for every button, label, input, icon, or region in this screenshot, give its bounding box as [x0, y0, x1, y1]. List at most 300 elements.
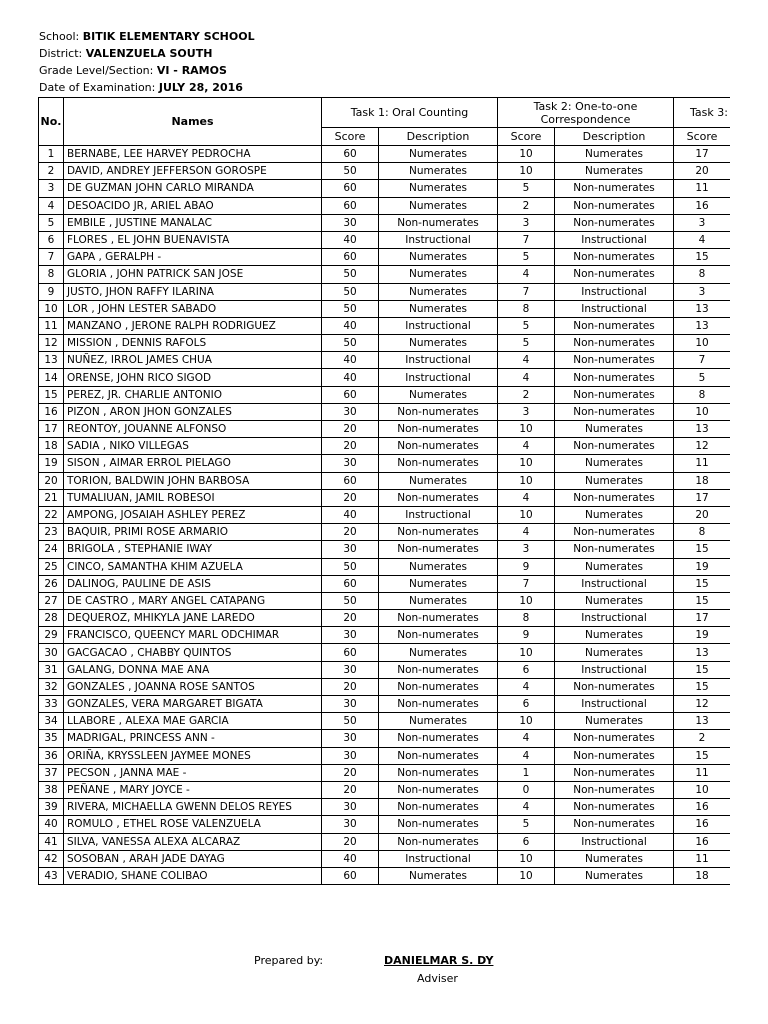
task3-score-header: Score	[674, 128, 731, 146]
task1-score: 20	[322, 610, 379, 627]
task3-header: Task 3:	[674, 98, 731, 128]
grade-label: Grade Level/Section:	[39, 64, 154, 77]
task3-score: 17	[674, 489, 731, 506]
task1-description: Numerates	[379, 163, 498, 180]
row-number: 37	[39, 764, 64, 781]
student-name: PEREZ, JR. CHARLIE ANTONIO	[64, 386, 322, 403]
task1-description: Non-numerates	[379, 678, 498, 695]
task1-score: 60	[322, 472, 379, 489]
task2-description: Non-numerates	[555, 730, 674, 747]
school-line	[39, 28, 255, 45]
row-number: 38	[39, 781, 64, 798]
table-row	[39, 317, 731, 334]
task3-score: 13	[674, 317, 731, 334]
task2-description: Non-numerates	[555, 541, 674, 558]
task2-score: 9	[498, 558, 555, 575]
task1-description: Numerates	[379, 283, 498, 300]
task2-description: Non-numerates	[555, 764, 674, 781]
task1-score: 40	[322, 850, 379, 867]
student-name: RIVERA, MICHAELLA GWENN DELOS REYES	[64, 799, 322, 816]
task3-score: 2	[674, 730, 731, 747]
student-name: VERADIO, SHANE COLIBAO	[64, 867, 322, 884]
task3-score: 15	[674, 541, 731, 558]
task1-score: 20	[322, 438, 379, 455]
task2-score: 10	[498, 867, 555, 884]
task3-score: 5	[674, 369, 731, 386]
table-row	[39, 489, 731, 506]
task1-score: 20	[322, 678, 379, 695]
task1-description: Numerates	[379, 146, 498, 163]
student-name: FRANCISCO, QUEENCY MARL ODCHIMAR	[64, 627, 322, 644]
task3-score: 4	[674, 231, 731, 248]
task3-score: 15	[674, 249, 731, 266]
task3-score: 17	[674, 610, 731, 627]
task2-score: 4	[498, 524, 555, 541]
task2-score: 4	[498, 730, 555, 747]
task1-description: Non-numerates	[379, 489, 498, 506]
task1-score: 20	[322, 833, 379, 850]
task2-description: Non-numerates	[555, 352, 674, 369]
task2-score: 10	[498, 163, 555, 180]
task2-description: Non-numerates	[555, 180, 674, 197]
row-number: 32	[39, 678, 64, 695]
row-number: 29	[39, 627, 64, 644]
row-number: 20	[39, 472, 64, 489]
row-number: 42	[39, 850, 64, 867]
table-row	[39, 867, 731, 884]
task2-header: Task 2: One-to-one Correspondence	[498, 98, 674, 128]
student-name: BERNABE, LEE HARVEY PEDROCHA	[64, 146, 322, 163]
table-row	[39, 541, 731, 558]
student-name: DESOACIDO JR, ARIEL ABAO	[64, 197, 322, 214]
table-row	[39, 283, 731, 300]
table-row	[39, 833, 731, 850]
task3-score: 7	[674, 352, 731, 369]
task2-description-header: Description	[555, 128, 674, 146]
task1-description: Numerates	[379, 472, 498, 489]
task1-score: 30	[322, 799, 379, 816]
col-no-header: No.	[39, 98, 64, 146]
row-number: 2	[39, 163, 64, 180]
task1-description: Numerates	[379, 335, 498, 352]
row-number: 26	[39, 575, 64, 592]
row-number: 25	[39, 558, 64, 575]
task1-description: Numerates	[379, 266, 498, 283]
task2-description: Non-numerates	[555, 747, 674, 764]
district-line	[39, 45, 255, 62]
task3-score: 11	[674, 180, 731, 197]
task2-description: Numerates	[555, 558, 674, 575]
task2-description: Numerates	[555, 506, 674, 523]
task2-description: Non-numerates	[555, 678, 674, 695]
row-number: 18	[39, 438, 64, 455]
task2-score: 8	[498, 300, 555, 317]
task1-score: 50	[322, 335, 379, 352]
task1-description: Numerates	[379, 386, 498, 403]
table-row	[39, 627, 731, 644]
task1-description: Instructional	[379, 369, 498, 386]
task1-score: 60	[322, 867, 379, 884]
task1-score: 30	[322, 730, 379, 747]
task2-score: 4	[498, 352, 555, 369]
table-row	[39, 335, 731, 352]
task1-description: Numerates	[379, 180, 498, 197]
student-name: GALANG, DONNA MAE ANA	[64, 661, 322, 678]
student-name: GAPA , GERALPH -	[64, 249, 322, 266]
task1-score: 40	[322, 231, 379, 248]
task1-description: Non-numerates	[379, 610, 498, 627]
task2-score: 4	[498, 747, 555, 764]
table-row	[39, 524, 731, 541]
row-number: 33	[39, 696, 64, 713]
table-row	[39, 386, 731, 403]
table-row	[39, 369, 731, 386]
task1-score: 60	[322, 180, 379, 197]
task3-score: 13	[674, 421, 731, 438]
task1-description: Non-numerates	[379, 799, 498, 816]
task2-description: Numerates	[555, 163, 674, 180]
student-name: SOSOBAN , ARAH JADE DAYAG	[64, 850, 322, 867]
task2-score: 5	[498, 335, 555, 352]
task3-score: 17	[674, 146, 731, 163]
task3-score: 12	[674, 696, 731, 713]
task2-description: Non-numerates	[555, 403, 674, 420]
task1-description: Non-numerates	[379, 541, 498, 558]
table-row	[39, 231, 731, 248]
task1-score: 50	[322, 558, 379, 575]
task3-score: 19	[674, 558, 731, 575]
task1-score: 60	[322, 197, 379, 214]
task2-score: 7	[498, 283, 555, 300]
student-name: EMBILE , JUSTINE MANALAC	[64, 214, 322, 231]
table-row	[39, 421, 731, 438]
grade-line	[39, 62, 255, 79]
task2-description: Instructional	[555, 610, 674, 627]
task1-score: 20	[322, 489, 379, 506]
task3-score: 16	[674, 833, 731, 850]
table-row	[39, 558, 731, 575]
table-row	[39, 180, 731, 197]
task3-score: 18	[674, 867, 731, 884]
task2-score: 3	[498, 403, 555, 420]
task1-description: Non-numerates	[379, 627, 498, 644]
task2-score: 5	[498, 249, 555, 266]
task3-score: 15	[674, 747, 731, 764]
task1-description: Numerates	[379, 713, 498, 730]
task1-description: Numerates	[379, 558, 498, 575]
task1-score: 30	[322, 747, 379, 764]
task3-score: 11	[674, 455, 731, 472]
task2-description: Instructional	[555, 696, 674, 713]
results-table	[38, 97, 730, 885]
report-header	[39, 28, 255, 96]
table-row	[39, 644, 731, 661]
task1-description: Non-numerates	[379, 816, 498, 833]
task3-score: 13	[674, 300, 731, 317]
task2-score: 9	[498, 627, 555, 644]
table-row	[39, 438, 731, 455]
task3-score: 11	[674, 764, 731, 781]
task1-score: 30	[322, 455, 379, 472]
student-name: SISON , AIMAR ERROL PIELAGO	[64, 455, 322, 472]
task2-description: Instructional	[555, 833, 674, 850]
row-number: 6	[39, 231, 64, 248]
task1-score: 50	[322, 283, 379, 300]
task3-score: 15	[674, 678, 731, 695]
row-number: 12	[39, 335, 64, 352]
task2-score: 4	[498, 678, 555, 695]
student-name: AMPONG, JOSAIAH ASHLEY PEREZ	[64, 506, 322, 523]
task2-score: 10	[498, 506, 555, 523]
row-number: 9	[39, 283, 64, 300]
task1-score: 20	[322, 781, 379, 798]
task2-score: 7	[498, 575, 555, 592]
task1-description: Non-numerates	[379, 764, 498, 781]
task1-score: 30	[322, 403, 379, 420]
student-name: LOR , JOHN LESTER SABADO	[64, 300, 322, 317]
row-number: 24	[39, 541, 64, 558]
task1-score: 40	[322, 506, 379, 523]
task1-description: Non-numerates	[379, 747, 498, 764]
task3-score: 12	[674, 438, 731, 455]
row-number: 39	[39, 799, 64, 816]
task1-score: 30	[322, 816, 379, 833]
date-value: JULY 28, 2016	[158, 81, 243, 94]
table-row	[39, 678, 731, 695]
task2-score: 4	[498, 266, 555, 283]
task2-description: Numerates	[555, 713, 674, 730]
task2-description: Non-numerates	[555, 214, 674, 231]
student-name: ORIÑA, KRYSSLEEN JAYMEE MONES	[64, 747, 322, 764]
row-number: 5	[39, 214, 64, 231]
task2-description: Non-numerates	[555, 524, 674, 541]
student-name: MISSION , DENNIS RAFOLS	[64, 335, 322, 352]
row-number: 7	[39, 249, 64, 266]
task1-description: Non-numerates	[379, 403, 498, 420]
task2-score: 6	[498, 833, 555, 850]
task3-score: 15	[674, 661, 731, 678]
task1-score: 60	[322, 386, 379, 403]
task1-description: Numerates	[379, 867, 498, 884]
col-names-header: Names	[64, 98, 322, 146]
task3-score: 11	[674, 850, 731, 867]
task2-description: Numerates	[555, 146, 674, 163]
task2-description: Non-numerates	[555, 369, 674, 386]
task2-score: 4	[498, 489, 555, 506]
task2-score: 10	[498, 146, 555, 163]
task2-score: 7	[498, 231, 555, 248]
task1-description: Numerates	[379, 644, 498, 661]
student-name: SILVA, VANESSA ALEXA ALCARAZ	[64, 833, 322, 850]
task1-score: 60	[322, 249, 379, 266]
row-number: 22	[39, 506, 64, 523]
task2-description: Non-numerates	[555, 489, 674, 506]
row-number: 31	[39, 661, 64, 678]
grade-value: VI - RAMOS	[156, 64, 227, 77]
task2-description: Non-numerates	[555, 335, 674, 352]
task1-description: Non-numerates	[379, 781, 498, 798]
table-row	[39, 403, 731, 420]
task2-description: Instructional	[555, 283, 674, 300]
task2-score: 2	[498, 197, 555, 214]
student-name: FLORES , EL JOHN BUENAVISTA	[64, 231, 322, 248]
task1-score: 30	[322, 696, 379, 713]
task1-description: Numerates	[379, 592, 498, 609]
task3-score: 16	[674, 197, 731, 214]
student-name: PIZON , ARON JHON GONZALES	[64, 403, 322, 420]
row-number: 35	[39, 730, 64, 747]
table-row	[39, 455, 731, 472]
task1-score-header: Score	[322, 128, 379, 146]
table-row	[39, 661, 731, 678]
task2-score: 5	[498, 180, 555, 197]
task1-description: Non-numerates	[379, 421, 498, 438]
student-name: PEÑANE , MARY JOYCE -	[64, 781, 322, 798]
adviser-title: Adviser	[417, 972, 458, 985]
task2-description: Numerates	[555, 627, 674, 644]
task2-score: 10	[498, 592, 555, 609]
table-row	[39, 730, 731, 747]
task2-score: 10	[498, 713, 555, 730]
task1-score: 30	[322, 661, 379, 678]
row-number: 10	[39, 300, 64, 317]
student-name: ROMULO , ETHEL ROSE VALENZUELA	[64, 816, 322, 833]
task2-description: Non-numerates	[555, 266, 674, 283]
adviser-name: DANIELMAR S. DY	[384, 954, 494, 967]
task3-score: 3	[674, 283, 731, 300]
task1-description: Instructional	[379, 506, 498, 523]
table-row	[39, 352, 731, 369]
task2-score: 1	[498, 764, 555, 781]
task2-score: 0	[498, 781, 555, 798]
table-row	[39, 816, 731, 833]
task3-score: 18	[674, 472, 731, 489]
table-row	[39, 799, 731, 816]
task2-score: 8	[498, 610, 555, 627]
task2-description: Non-numerates	[555, 799, 674, 816]
task2-score: 10	[498, 644, 555, 661]
task2-description: Instructional	[555, 300, 674, 317]
task3-score: 8	[674, 524, 731, 541]
task1-score: 50	[322, 713, 379, 730]
task2-description: Non-numerates	[555, 317, 674, 334]
student-name: NUÑEZ, IRROL JAMES CHUA	[64, 352, 322, 369]
task2-score: 10	[498, 455, 555, 472]
task2-description: Instructional	[555, 231, 674, 248]
row-number: 34	[39, 713, 64, 730]
row-number: 14	[39, 369, 64, 386]
row-number: 23	[39, 524, 64, 541]
task2-score: 6	[498, 661, 555, 678]
school-label: School:	[39, 30, 80, 43]
task3-score: 13	[674, 713, 731, 730]
task2-description: Non-numerates	[555, 438, 674, 455]
student-name: BAQUIR, PRIMI ROSE ARMARIO	[64, 524, 322, 541]
row-number: 40	[39, 816, 64, 833]
task1-description: Non-numerates	[379, 696, 498, 713]
task3-score: 10	[674, 335, 731, 352]
task3-score: 20	[674, 163, 731, 180]
task1-score: 20	[322, 524, 379, 541]
student-name: GONZALES, VERA MARGARET BIGATA	[64, 696, 322, 713]
student-name: DALINOG, PAULINE DE ASIS	[64, 575, 322, 592]
student-name: MADRIGAL, PRINCESS ANN -	[64, 730, 322, 747]
task1-description: Non-numerates	[379, 730, 498, 747]
task1-score: 50	[322, 163, 379, 180]
task3-score: 3	[674, 214, 731, 231]
task1-description: Instructional	[379, 231, 498, 248]
row-number: 8	[39, 266, 64, 283]
task2-score: 4	[498, 438, 555, 455]
task1-score: 50	[322, 592, 379, 609]
task2-description: Numerates	[555, 644, 674, 661]
task2-description: Instructional	[555, 575, 674, 592]
task1-score: 50	[322, 300, 379, 317]
task1-score: 40	[322, 352, 379, 369]
table-row	[39, 610, 731, 627]
student-name: GACGACAO , CHABBY QUINTOS	[64, 644, 322, 661]
table-row	[39, 249, 731, 266]
task2-score: 4	[498, 369, 555, 386]
task1-description: Non-numerates	[379, 438, 498, 455]
student-name: CINCO, SAMANTHA KHIM AZUELA	[64, 558, 322, 575]
task1-description: Non-numerates	[379, 661, 498, 678]
task3-score: 13	[674, 644, 731, 661]
task2-description: Non-numerates	[555, 197, 674, 214]
student-name: DE CASTRO , MARY ANGEL CATAPANG	[64, 592, 322, 609]
task1-description: Non-numerates	[379, 833, 498, 850]
prepared-by-label: Prepared by:	[254, 954, 324, 967]
task1-score: 40	[322, 369, 379, 386]
row-number: 3	[39, 180, 64, 197]
task2-description: Non-numerates	[555, 781, 674, 798]
task2-score: 10	[498, 850, 555, 867]
task1-score: 30	[322, 214, 379, 231]
task2-score: 5	[498, 816, 555, 833]
row-number: 43	[39, 867, 64, 884]
task3-score: 8	[674, 386, 731, 403]
student-name: DAVID, ANDREY JEFFERSON GOROSPE	[64, 163, 322, 180]
table-row	[39, 472, 731, 489]
row-number: 1	[39, 146, 64, 163]
task3-score: 10	[674, 781, 731, 798]
task2-description: Numerates	[555, 867, 674, 884]
task2-description: Non-numerates	[555, 249, 674, 266]
task1-score: 30	[322, 541, 379, 558]
task2-score: 10	[498, 421, 555, 438]
task2-score-header: Score	[498, 128, 555, 146]
task1-description: Instructional	[379, 850, 498, 867]
table-row	[39, 747, 731, 764]
date-line	[39, 79, 255, 96]
task1-score: 50	[322, 266, 379, 283]
student-name: DEQUEROZ, MHIKYLA JANE LAREDO	[64, 610, 322, 627]
task1-description: Non-numerates	[379, 214, 498, 231]
task2-score: 3	[498, 541, 555, 558]
results-table-wrap	[38, 97, 730, 885]
task1-description: Non-numerates	[379, 524, 498, 541]
student-name: ORENSE, JOHN RICO SIGOD	[64, 369, 322, 386]
task2-description: Numerates	[555, 421, 674, 438]
student-name: GONZALES , JOANNA ROSE SANTOS	[64, 678, 322, 695]
table-row	[39, 163, 731, 180]
table-row	[39, 146, 731, 163]
task2-score: 10	[498, 472, 555, 489]
task3-score: 16	[674, 799, 731, 816]
task1-score: 40	[322, 317, 379, 334]
table-row	[39, 696, 731, 713]
task1-score: 60	[322, 644, 379, 661]
